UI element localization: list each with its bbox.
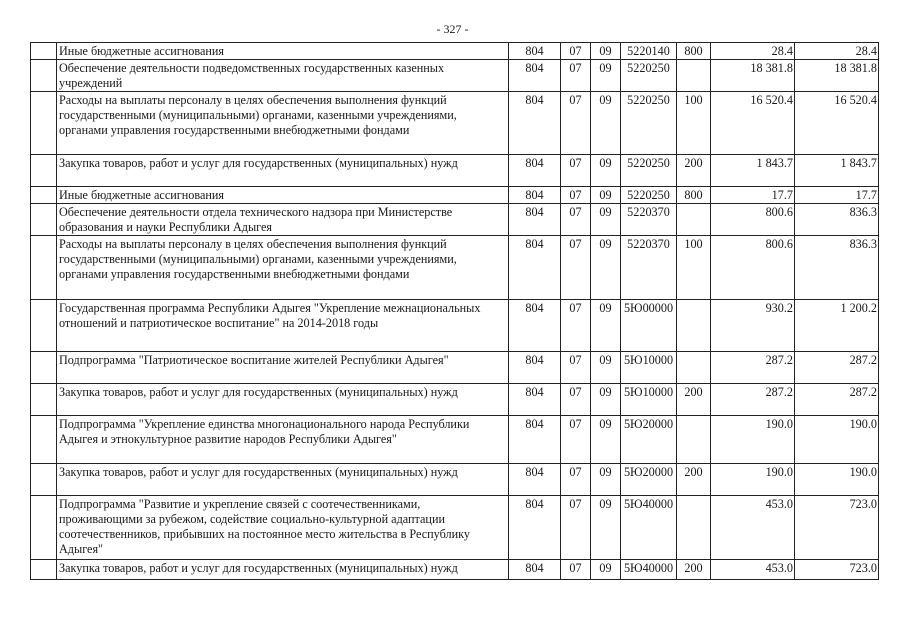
item-name: Иные бюджетные ассигнования bbox=[57, 43, 509, 60]
section-code: 07 bbox=[561, 43, 591, 60]
item-name: Закупка товаров, работ и услуг для государственных (муниципальных) нужд bbox=[57, 155, 509, 187]
amount-year-1: 800.6 bbox=[711, 236, 795, 300]
row-blank-cell bbox=[31, 560, 57, 580]
table-row bbox=[31, 496, 879, 560]
expense-type-code: 800 bbox=[677, 43, 711, 60]
amount-year-2: 723.0 bbox=[795, 496, 879, 560]
amount-year-1: 453.0 bbox=[711, 560, 795, 580]
subsection-code: 09 bbox=[591, 384, 621, 416]
target-article-code: 5220370 bbox=[621, 236, 677, 300]
row-blank-cell bbox=[31, 300, 57, 352]
subsection-code: 09 bbox=[591, 155, 621, 187]
row-blank-cell bbox=[31, 43, 57, 60]
amount-year-2: 287.2 bbox=[795, 384, 879, 416]
amount-year-1: 800.6 bbox=[711, 204, 795, 236]
expense-type-code: 200 bbox=[677, 155, 711, 187]
row-blank-cell bbox=[31, 496, 57, 560]
table-row bbox=[31, 204, 879, 236]
amount-year-1: 190.0 bbox=[711, 416, 795, 464]
row-blank-cell bbox=[31, 60, 57, 92]
section-code: 07 bbox=[561, 416, 591, 464]
row-blank-cell bbox=[31, 187, 57, 204]
amount-year-2: 1 200.2 bbox=[795, 300, 879, 352]
expense-type-code: 200 bbox=[677, 384, 711, 416]
subsection-code: 09 bbox=[591, 300, 621, 352]
amount-year-2: 28.4 bbox=[795, 43, 879, 60]
section-code: 07 bbox=[561, 60, 591, 92]
row-blank-cell bbox=[31, 236, 57, 300]
item-name: Обеспечение деятельности отдела технического надзора при Министерстве образования и науки Республики Адыгея bbox=[57, 204, 509, 236]
amount-year-2: 836.3 bbox=[795, 204, 879, 236]
row-blank-cell bbox=[31, 464, 57, 496]
item-name: Подпрограмма "Патриотическое воспитание жителей Республики Адыгея" bbox=[57, 352, 509, 384]
amount-year-1: 190.0 bbox=[711, 464, 795, 496]
table-row bbox=[31, 384, 879, 416]
item-name: Закупка товаров, работ и услуг для государственных (муниципальных) нужд bbox=[57, 560, 509, 580]
target-article-code: 5220370 bbox=[621, 204, 677, 236]
item-name: Закупка товаров, работ и услуг для государственных (муниципальных) нужд bbox=[57, 384, 509, 416]
amount-year-1: 1 843.7 bbox=[711, 155, 795, 187]
amount-year-2: 17.7 bbox=[795, 187, 879, 204]
table-row bbox=[31, 416, 879, 464]
item-name: Иные бюджетные ассигнования bbox=[57, 187, 509, 204]
ved-code: 804 bbox=[509, 416, 561, 464]
target-article-code: 5Ю40000 bbox=[621, 560, 677, 580]
target-article-code: 5220250 bbox=[621, 187, 677, 204]
amount-year-1: 453.0 bbox=[711, 496, 795, 560]
target-article-code: 5Ю20000 bbox=[621, 464, 677, 496]
item-name: Обеспечение деятельности подведомственных государственных казенных учреждений bbox=[57, 60, 509, 92]
item-name: Расходы на выплаты персоналу в целях обеспечения выполнения функций государственными (муниципальными) органами, казенными учреждениями, органами управления государственными внебюджетными фондами bbox=[57, 236, 509, 300]
section-code: 07 bbox=[561, 384, 591, 416]
subsection-code: 09 bbox=[591, 560, 621, 580]
section-code: 07 bbox=[561, 155, 591, 187]
item-name: Подпрограмма "Развитие и укрепление связей с соотечественниками, проживающими за рубежом, содействие социально-культурной адаптации соотечественников, прибывших на постоянное место жительства в Республику Адыгея" bbox=[57, 496, 509, 560]
ved-code: 804 bbox=[509, 60, 561, 92]
ved-code: 804 bbox=[509, 352, 561, 384]
expense-type-code: 200 bbox=[677, 560, 711, 580]
table-row bbox=[31, 236, 879, 300]
ved-code: 804 bbox=[509, 496, 561, 560]
ved-code: 804 bbox=[509, 155, 561, 187]
amount-year-1: 930.2 bbox=[711, 300, 795, 352]
section-code: 07 bbox=[561, 92, 591, 155]
row-blank-cell bbox=[31, 352, 57, 384]
row-blank-cell bbox=[31, 204, 57, 236]
expense-type-code: 200 bbox=[677, 464, 711, 496]
amount-year-1: 18 381.8 bbox=[711, 60, 795, 92]
amount-year-2: 723.0 bbox=[795, 560, 879, 580]
expense-type-code: 100 bbox=[677, 92, 711, 155]
row-blank-cell bbox=[31, 384, 57, 416]
table-row bbox=[31, 187, 879, 204]
amount-year-1: 16 520.4 bbox=[711, 92, 795, 155]
table-row bbox=[31, 155, 879, 187]
subsection-code: 09 bbox=[591, 43, 621, 60]
ved-code: 804 bbox=[509, 187, 561, 204]
item-name: Государственная программа Республики Адыгея "Укрепление межнациональных отношений и патриотическое воспитание" на 2014-2018 годы bbox=[57, 300, 509, 352]
section-code: 07 bbox=[561, 236, 591, 300]
ved-code: 804 bbox=[509, 560, 561, 580]
target-article-code: 5Ю10000 bbox=[621, 384, 677, 416]
target-article-code: 5Ю40000 bbox=[621, 496, 677, 560]
page-number: - 327 - bbox=[436, 22, 469, 36]
subsection-code: 09 bbox=[591, 352, 621, 384]
subsection-code: 09 bbox=[591, 464, 621, 496]
ved-code: 804 bbox=[509, 92, 561, 155]
target-article-code: 5220250 bbox=[621, 155, 677, 187]
budget-table bbox=[30, 42, 879, 580]
subsection-code: 09 bbox=[591, 236, 621, 300]
subsection-code: 09 bbox=[591, 416, 621, 464]
subsection-code: 09 bbox=[591, 187, 621, 204]
subsection-code: 09 bbox=[591, 496, 621, 560]
ved-code: 804 bbox=[509, 43, 561, 60]
expense-type-code bbox=[677, 300, 711, 352]
subsection-code: 09 bbox=[591, 204, 621, 236]
amount-year-2: 16 520.4 bbox=[795, 92, 879, 155]
section-code: 07 bbox=[561, 300, 591, 352]
section-code: 07 bbox=[561, 464, 591, 496]
row-blank-cell bbox=[31, 155, 57, 187]
table-row bbox=[31, 92, 879, 155]
amount-year-2: 1 843.7 bbox=[795, 155, 879, 187]
target-article-code: 5Ю10000 bbox=[621, 352, 677, 384]
target-article-code: 5Ю20000 bbox=[621, 416, 677, 464]
expense-type-code bbox=[677, 60, 711, 92]
target-article-code: 5220250 bbox=[621, 92, 677, 155]
section-code: 07 bbox=[561, 496, 591, 560]
table-row bbox=[31, 300, 879, 352]
amount-year-2: 190.0 bbox=[795, 416, 879, 464]
table-row bbox=[31, 43, 879, 60]
amount-year-1: 17.7 bbox=[711, 187, 795, 204]
amount-year-1: 28.4 bbox=[711, 43, 795, 60]
amount-year-2: 18 381.8 bbox=[795, 60, 879, 92]
subsection-code: 09 bbox=[591, 92, 621, 155]
table-row bbox=[31, 560, 879, 580]
section-code: 07 bbox=[561, 560, 591, 580]
target-article-code: 5220250 bbox=[621, 60, 677, 92]
table-row bbox=[31, 60, 879, 92]
target-article-code: 5220140 bbox=[621, 43, 677, 60]
expense-type-code: 100 bbox=[677, 236, 711, 300]
amount-year-2: 836.3 bbox=[795, 236, 879, 300]
amount-year-1: 287.2 bbox=[711, 352, 795, 384]
subsection-code: 09 bbox=[591, 60, 621, 92]
ved-code: 804 bbox=[509, 464, 561, 496]
expense-type-code bbox=[677, 416, 711, 464]
ved-code: 804 bbox=[509, 204, 561, 236]
item-name: Закупка товаров, работ и услуг для государственных (муниципальных) нужд bbox=[57, 464, 509, 496]
row-blank-cell bbox=[31, 416, 57, 464]
expense-type-code bbox=[677, 496, 711, 560]
expense-type-code: 800 bbox=[677, 187, 711, 204]
amount-year-1: 287.2 bbox=[711, 384, 795, 416]
ved-code: 804 bbox=[509, 384, 561, 416]
item-name: Расходы на выплаты персоналу в целях обеспечения выполнения функций государственными (муниципальными) органами, казенными учреждениями, органами управления государственными внебюджетными фондами bbox=[57, 92, 509, 155]
section-code: 07 bbox=[561, 204, 591, 236]
expense-type-code bbox=[677, 204, 711, 236]
ved-code: 804 bbox=[509, 236, 561, 300]
amount-year-2: 287.2 bbox=[795, 352, 879, 384]
table-row bbox=[31, 464, 879, 496]
amount-year-2: 190.0 bbox=[795, 464, 879, 496]
section-code: 07 bbox=[561, 352, 591, 384]
item-name: Подпрограмма "Укрепление единства многонационального народа Республики Адыгея и этнокультурное развитие народов Республики Адыгея" bbox=[57, 416, 509, 464]
expense-type-code bbox=[677, 352, 711, 384]
target-article-code: 5Ю00000 bbox=[621, 300, 677, 352]
ved-code: 804 bbox=[509, 300, 561, 352]
row-blank-cell bbox=[31, 92, 57, 155]
section-code: 07 bbox=[561, 187, 591, 204]
table-row bbox=[31, 352, 879, 384]
